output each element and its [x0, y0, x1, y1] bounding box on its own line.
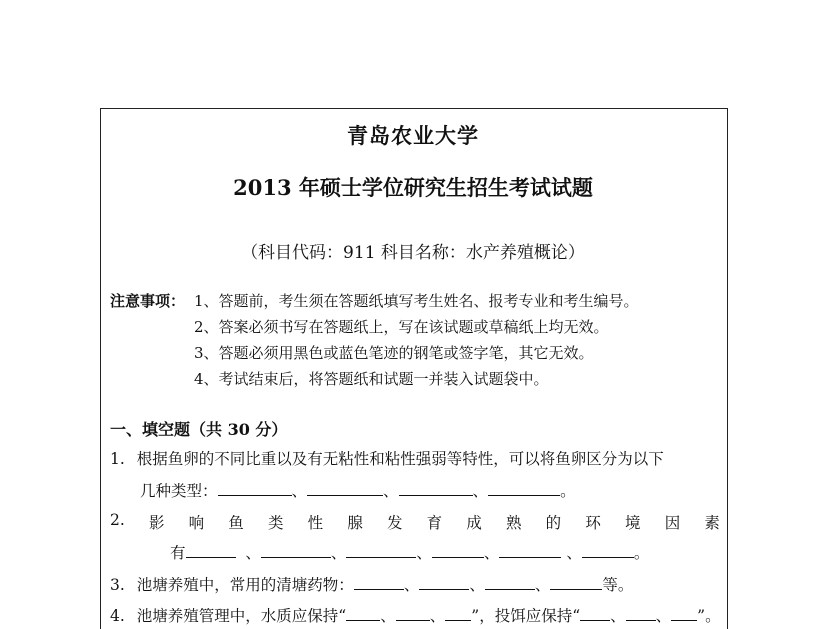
- terminator: 等。: [602, 576, 634, 594]
- question-text: 有: [170, 544, 186, 562]
- question-char: 育: [426, 514, 443, 532]
- separator: 、: [566, 544, 582, 562]
- question-text: 几种类型：: [140, 482, 218, 500]
- answer-blank: [671, 608, 697, 621]
- question-char: 影: [148, 514, 165, 532]
- separator: 、: [416, 544, 432, 562]
- separator: 、: [383, 482, 399, 500]
- question-3: [110, 573, 633, 595]
- note-item: 4、考试结束后，将答题纸和试题一并装入试题袋中。: [194, 370, 549, 388]
- separator: 、: [483, 544, 500, 562]
- question-char: 素: [704, 514, 720, 532]
- question-char: 鱼: [228, 514, 244, 532]
- question-char: 响: [188, 514, 205, 532]
- terminator: ”。: [697, 607, 721, 625]
- subject-line: （科目代码：911 科目名称：水产养殖概论）: [241, 243, 585, 263]
- answer-blank: [432, 545, 484, 558]
- answer-blank: [186, 545, 236, 558]
- answer-blank: [346, 608, 380, 621]
- question-number: 1.: [110, 450, 125, 468]
- separator: 、: [291, 482, 308, 500]
- answer-blank: [307, 483, 383, 496]
- question-char: 环: [585, 514, 601, 532]
- answer-blank: [218, 483, 292, 496]
- question-char: 境: [625, 514, 641, 532]
- section-title: 一、填空题（共 30 分）: [110, 420, 288, 439]
- separator: 、: [429, 607, 446, 625]
- question-number: 4.: [110, 607, 125, 625]
- separator: 、: [245, 544, 261, 562]
- answer-blank: [580, 608, 610, 621]
- terminator: 。: [560, 482, 576, 500]
- terminator: 。: [633, 544, 650, 562]
- question-text: 池塘养殖中，常用的清塘药物：: [136, 576, 354, 594]
- answer-blank: [499, 545, 561, 558]
- note-item: 2、答案必须书写在答题纸上，写在该试题或草稿纸上均无效。: [194, 318, 609, 336]
- exam-title: 2013 年硕士学位研究生招生考试试题: [233, 175, 593, 200]
- answer-blank: [485, 577, 535, 590]
- separator: 、: [534, 576, 551, 594]
- question-1-line-2: [140, 479, 576, 501]
- question-2-line-1: [110, 511, 720, 533]
- note-item: 1、答题前，考生须在答题纸填写考生姓名、报考专业和考生编号。: [194, 292, 639, 310]
- note-item: 3、答题必须用黑色或蓝色笔迹的钢笔或签字笔，其它无效。: [194, 344, 594, 362]
- question-char: 的: [545, 514, 562, 532]
- question-char: 类: [267, 514, 284, 532]
- question-char: 性: [307, 514, 324, 532]
- question-number: 2.: [110, 511, 125, 529]
- question-1-line-1: [110, 447, 664, 469]
- university-name: 青岛农业大学: [347, 123, 479, 148]
- question-text: 根据鱼卵的不同比重以及有无粘性和粘性强弱等特性，可以将鱼卵区分为以下: [136, 450, 664, 468]
- answer-blank: [261, 545, 331, 558]
- question-char: 发: [386, 514, 403, 532]
- answer-blank: [354, 577, 404, 590]
- separator: 、: [610, 607, 626, 625]
- question-2-line-2: [170, 541, 649, 563]
- answer-blank: [582, 545, 634, 558]
- question-char: 因: [664, 514, 681, 532]
- answer-blank: [346, 545, 416, 558]
- separator: 、: [380, 607, 396, 625]
- separator: 、: [472, 482, 489, 500]
- separator: 、: [403, 576, 420, 594]
- question-char: 腺: [347, 514, 363, 532]
- question-number: 3.: [110, 576, 125, 594]
- separator: 、: [330, 544, 347, 562]
- question-text: 池塘养殖管理中，水质应保持“: [136, 607, 347, 625]
- separator: 、: [469, 576, 485, 594]
- answer-blank: [419, 577, 469, 590]
- answer-blank: [488, 483, 560, 496]
- answer-blank: [396, 608, 430, 621]
- question-char: 熟: [506, 514, 522, 532]
- answer-blank: [445, 608, 471, 621]
- question-4: [110, 604, 721, 626]
- separator: 、: [655, 607, 672, 625]
- answer-blank: [399, 483, 473, 496]
- question-text: ”，投饵应保持“: [471, 607, 581, 625]
- notes-label: 注意事项：: [110, 292, 186, 310]
- question-char: 成: [466, 514, 482, 532]
- answer-blank: [550, 577, 602, 590]
- answer-blank: [626, 608, 656, 621]
